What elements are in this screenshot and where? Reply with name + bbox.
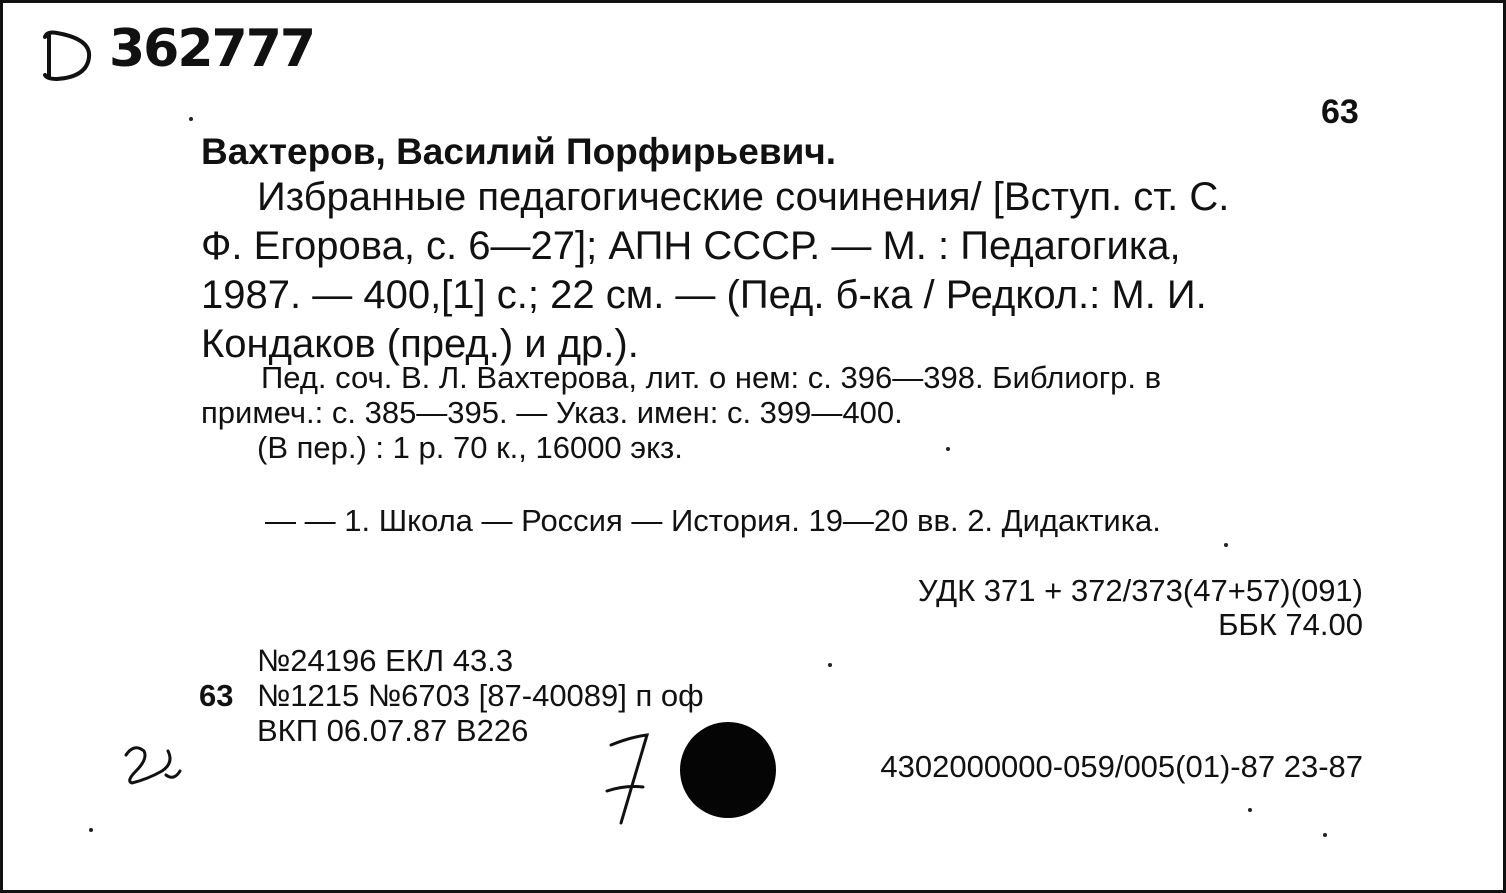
bbk-code: ББК 74.00 <box>1218 607 1363 642</box>
title-line-1 <box>201 173 1363 222</box>
d-letter-icon <box>37 25 117 85</box>
speckle <box>1248 808 1252 812</box>
registry-line-2-text: №1215 №6703 [87-40089] п оф <box>257 678 704 713</box>
title-line-4: Кондаков (пред.) и др.). <box>201 322 639 366</box>
speckle <box>946 447 950 451</box>
registry-line-2 <box>199 678 704 713</box>
title-line-text: Избранные педагогические сочинения/ [Вступ. ст. С. <box>257 175 1230 219</box>
speckle <box>89 828 93 832</box>
registry-line-1: №24196 ЕКЛ 43.3 <box>257 643 514 678</box>
registry-line-3: ВКП 06.07.87 В226 <box>257 713 529 748</box>
handwritten-scribble-icon <box>118 741 188 791</box>
title-line-3: 1987. — 400,[1] с.; 22 см. — (Пед. б-ка / Редкол.: М. И. <box>201 273 1207 317</box>
page-number: 63 <box>1321 93 1359 131</box>
speckle <box>828 663 832 667</box>
registry-prefix: 63 <box>199 678 234 713</box>
inventory-number: 362777 <box>109 19 315 79</box>
udk-code: УДК 371 + 372/373(47+57)(091) <box>917 573 1363 608</box>
subject-headings: — — 1. Школа — Россия — История. 19—20 вв. 2. Дидактика. <box>265 503 1161 538</box>
speckle <box>189 117 193 121</box>
speckle <box>1224 543 1228 547</box>
note-line-2: примеч.: с. 385—395. — Указ. имен: с. 399—400. <box>201 395 903 430</box>
author-heading: Вахтеров, Василий Порфирьевич. <box>201 131 837 172</box>
punch-hole-icon <box>678 720 778 820</box>
note-line-3: (В пер.) : 1 р. 70 к., 16000 экз. <box>257 430 683 465</box>
title-line-2: Ф. Егорова, с. 6—27]; АПН СССР. — М. : Педагогика, <box>201 224 1181 268</box>
note-line-1: Пед. соч. В. Л. Вахтерова, лит. о нем: с. 396—398. Библиогр. в <box>261 360 1162 395</box>
isbn-code: 4302000000-059/005(01)-87 23-87 <box>880 749 1363 784</box>
title-block <box>201 173 1363 369</box>
notes-block <box>201 360 1363 465</box>
speckle <box>1323 833 1327 837</box>
handwritten-seven-icon <box>601 725 661 835</box>
